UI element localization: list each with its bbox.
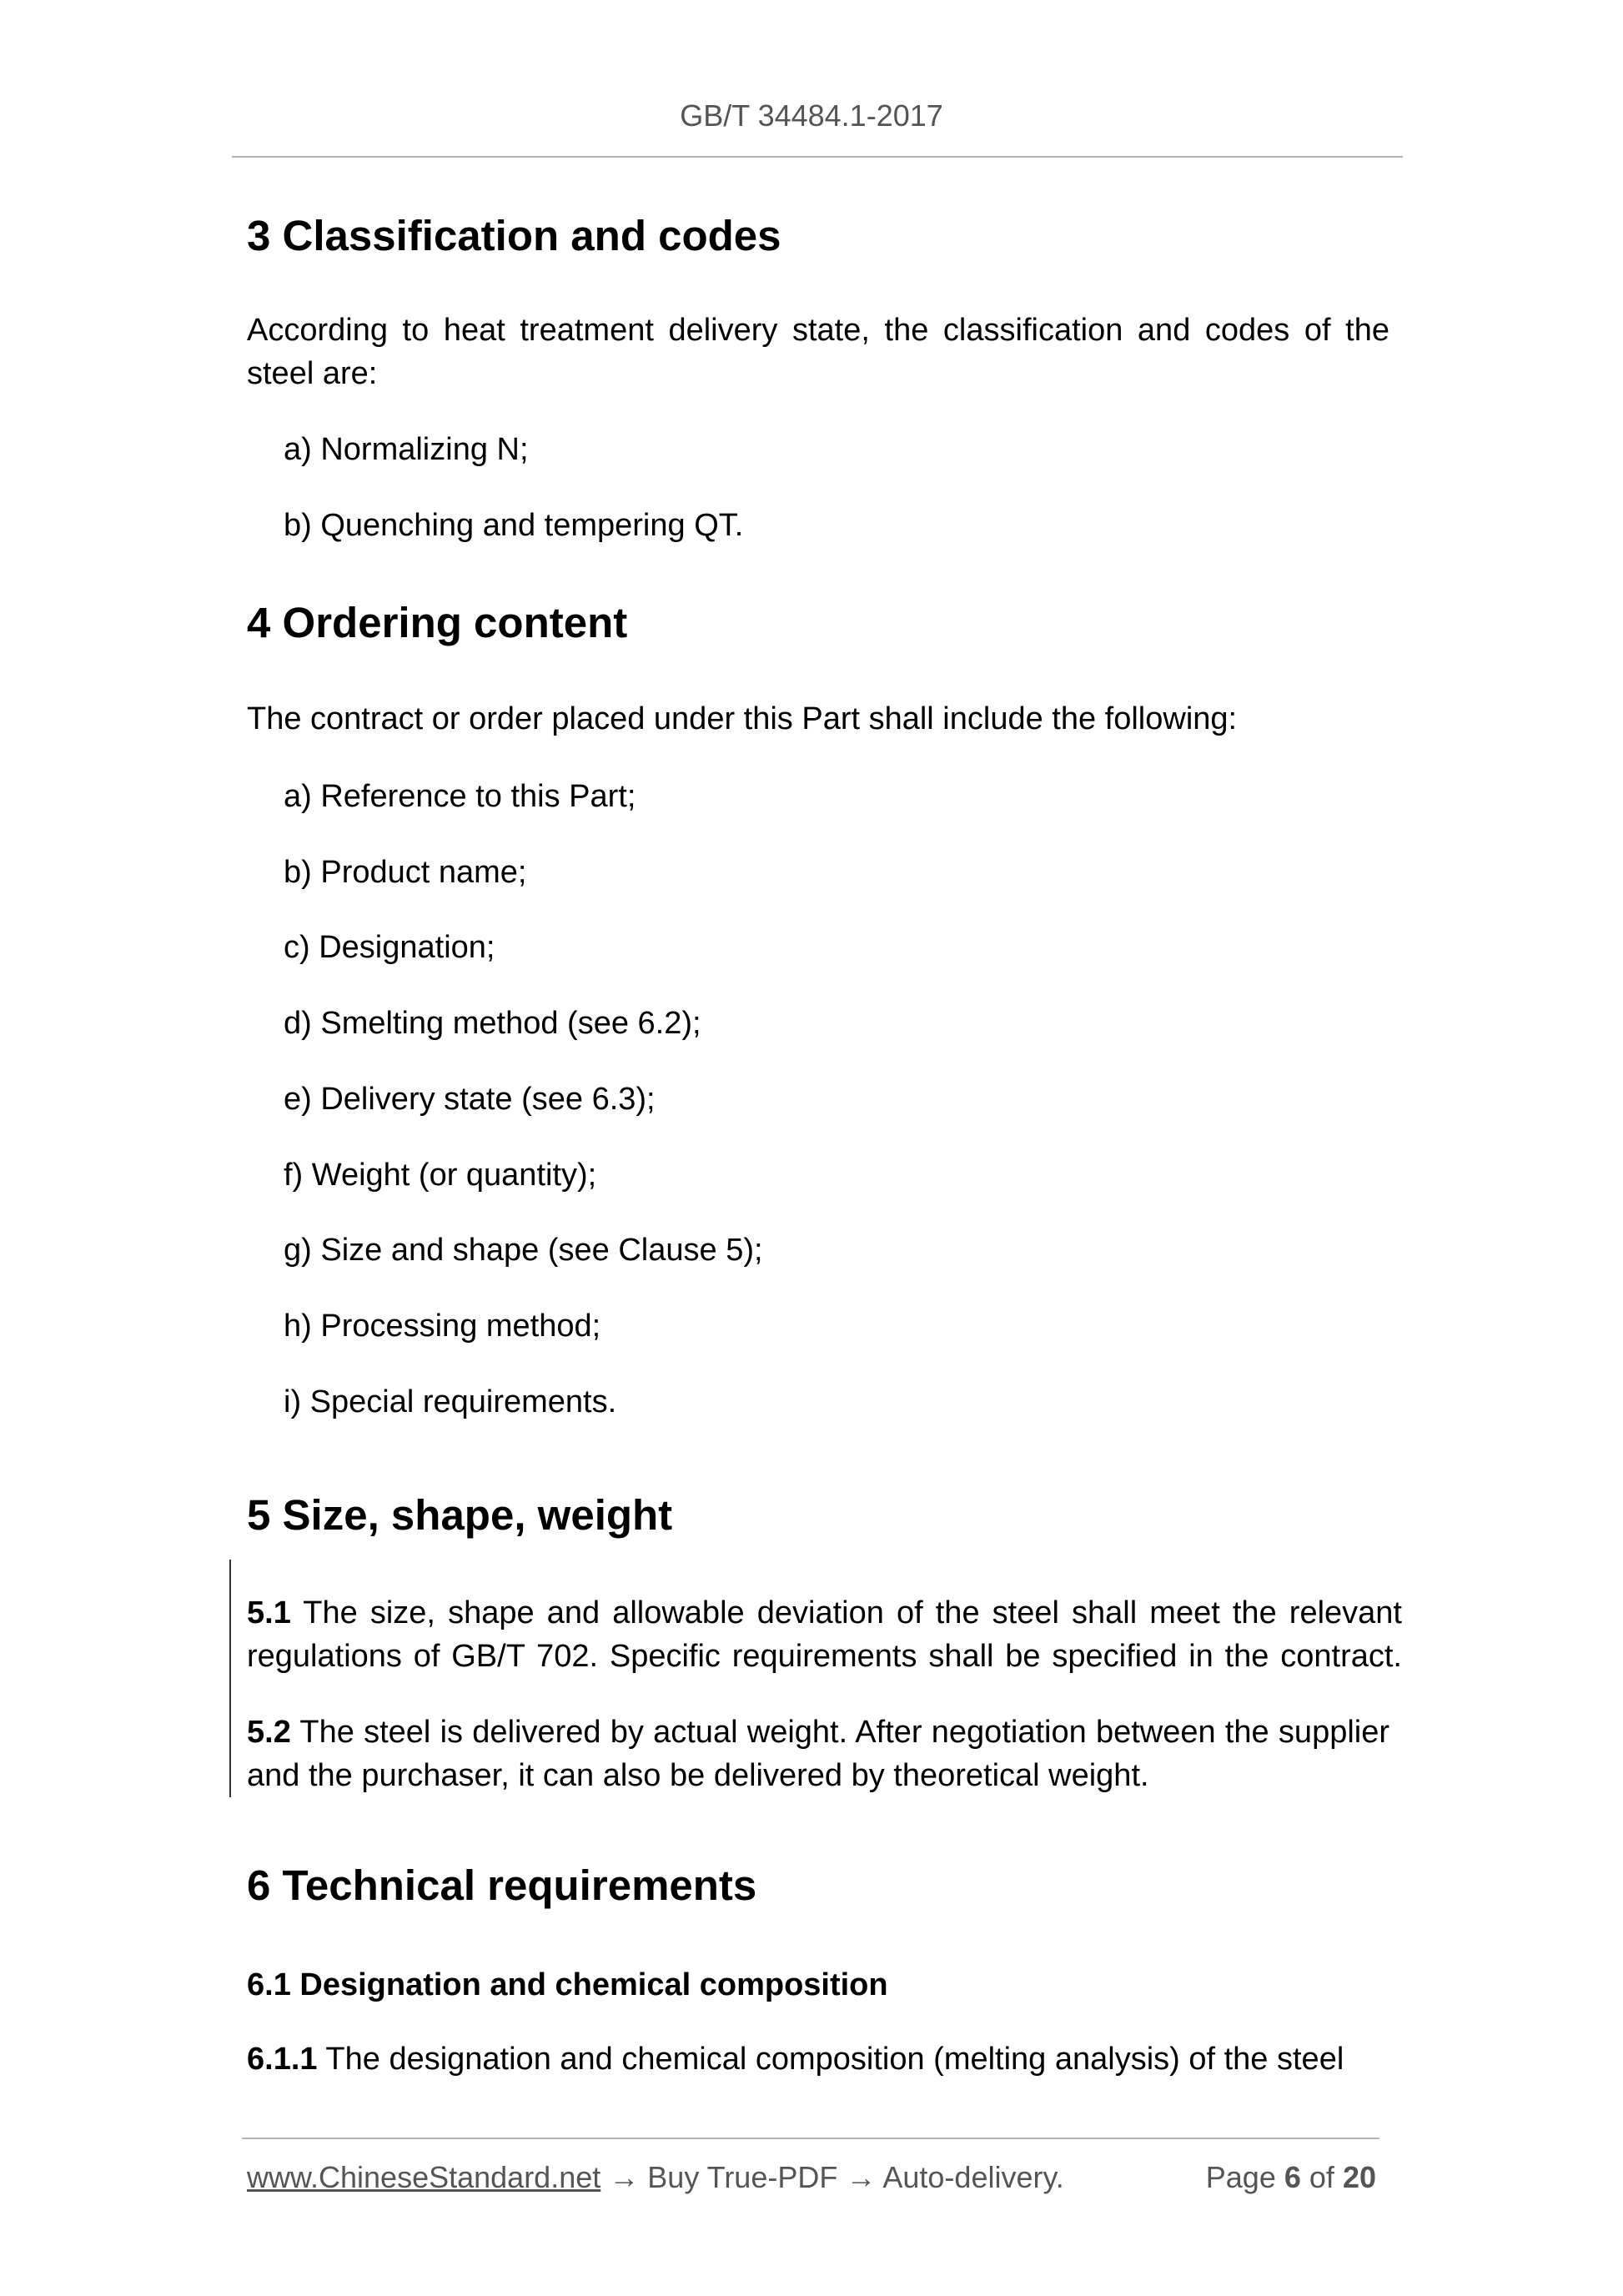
arrow-right-icon: → bbox=[846, 2160, 877, 2194]
clause-number: 5.1 bbox=[247, 1595, 291, 1630]
list-item: c) Designation; bbox=[284, 930, 495, 965]
list-item: b) Quenching and tempering QT. bbox=[284, 508, 744, 543]
page-label: Page bbox=[1205, 2160, 1276, 2194]
buy-text: Buy True-PDF bbox=[647, 2160, 838, 2194]
clause-text: The steel is delivered by actual weight. After negotiation between the supplier and the purchaser, it can also be delivered by theoretical weight. bbox=[247, 1715, 1390, 1793]
section-4-title: 4 Ordering content bbox=[247, 599, 628, 646]
arrow-right-icon: → bbox=[609, 2160, 640, 2194]
section-3-title: 3 Classification and codes bbox=[247, 212, 781, 259]
clause-number: 5.2 bbox=[247, 1715, 291, 1750]
clause-5-1 bbox=[247, 1591, 1402, 1678]
clause-text: The size, shape and allowable deviation of the steel shall meet the relevant regulations of GB/T 702. Specific requirements shall be specified in the contract. bbox=[247, 1595, 1402, 1674]
footer-promo bbox=[247, 2160, 1064, 2195]
subsection-6-1-title: 6.1 Designation and chemical composition bbox=[247, 1967, 888, 2002]
page-number bbox=[1206, 2160, 1376, 2195]
delivery-text: Auto-delivery. bbox=[882, 2160, 1064, 2194]
list-item: d) Smelting method (see 6.2); bbox=[284, 1006, 701, 1041]
list-item: e) Delivery state (see 6.3); bbox=[284, 1082, 656, 1117]
list-item: a) Normalizing N; bbox=[284, 432, 529, 467]
section-6-title: 6 Technical requirements bbox=[247, 1861, 757, 1909]
list-item: h) Processing method; bbox=[284, 1309, 601, 1344]
site-link[interactable]: www.ChineseStandard.net bbox=[247, 2160, 601, 2194]
clause-number: 6.1.1 bbox=[247, 2042, 318, 2077]
list-item: a) Reference to this Part; bbox=[284, 779, 636, 814]
clause-text: The designation and chemical composition (melting analysis) of the steel bbox=[325, 2042, 1344, 2077]
page-total: 20 bbox=[1342, 2160, 1376, 2194]
document-code: GB/T 34484.1-2017 bbox=[680, 98, 943, 133]
clause-5-2 bbox=[247, 1711, 1389, 1797]
section-3-intro: According to heat treatment delivery state, the classification and codes of the steel are: bbox=[247, 313, 1389, 391]
footer-divider bbox=[242, 2138, 1379, 2139]
list-item: i) Special requirements. bbox=[284, 1384, 617, 1419]
page-current: 6 bbox=[1284, 2160, 1301, 2194]
list-item: g) Size and shape (see Clause 5); bbox=[284, 1233, 763, 1268]
list-item: b) Product name; bbox=[284, 855, 527, 890]
clause-6-1-1 bbox=[247, 2037, 1389, 2081]
section-4-intro: The contract or order placed under this Part shall include the following: bbox=[247, 701, 1238, 736]
header-divider bbox=[232, 156, 1403, 158]
change-bar bbox=[229, 1560, 231, 1797]
section-5-title: 5 Size, shape, weight bbox=[247, 1491, 673, 1539]
list-item: f) Weight (or quantity); bbox=[284, 1158, 597, 1193]
page-of: of bbox=[1309, 2160, 1334, 2194]
